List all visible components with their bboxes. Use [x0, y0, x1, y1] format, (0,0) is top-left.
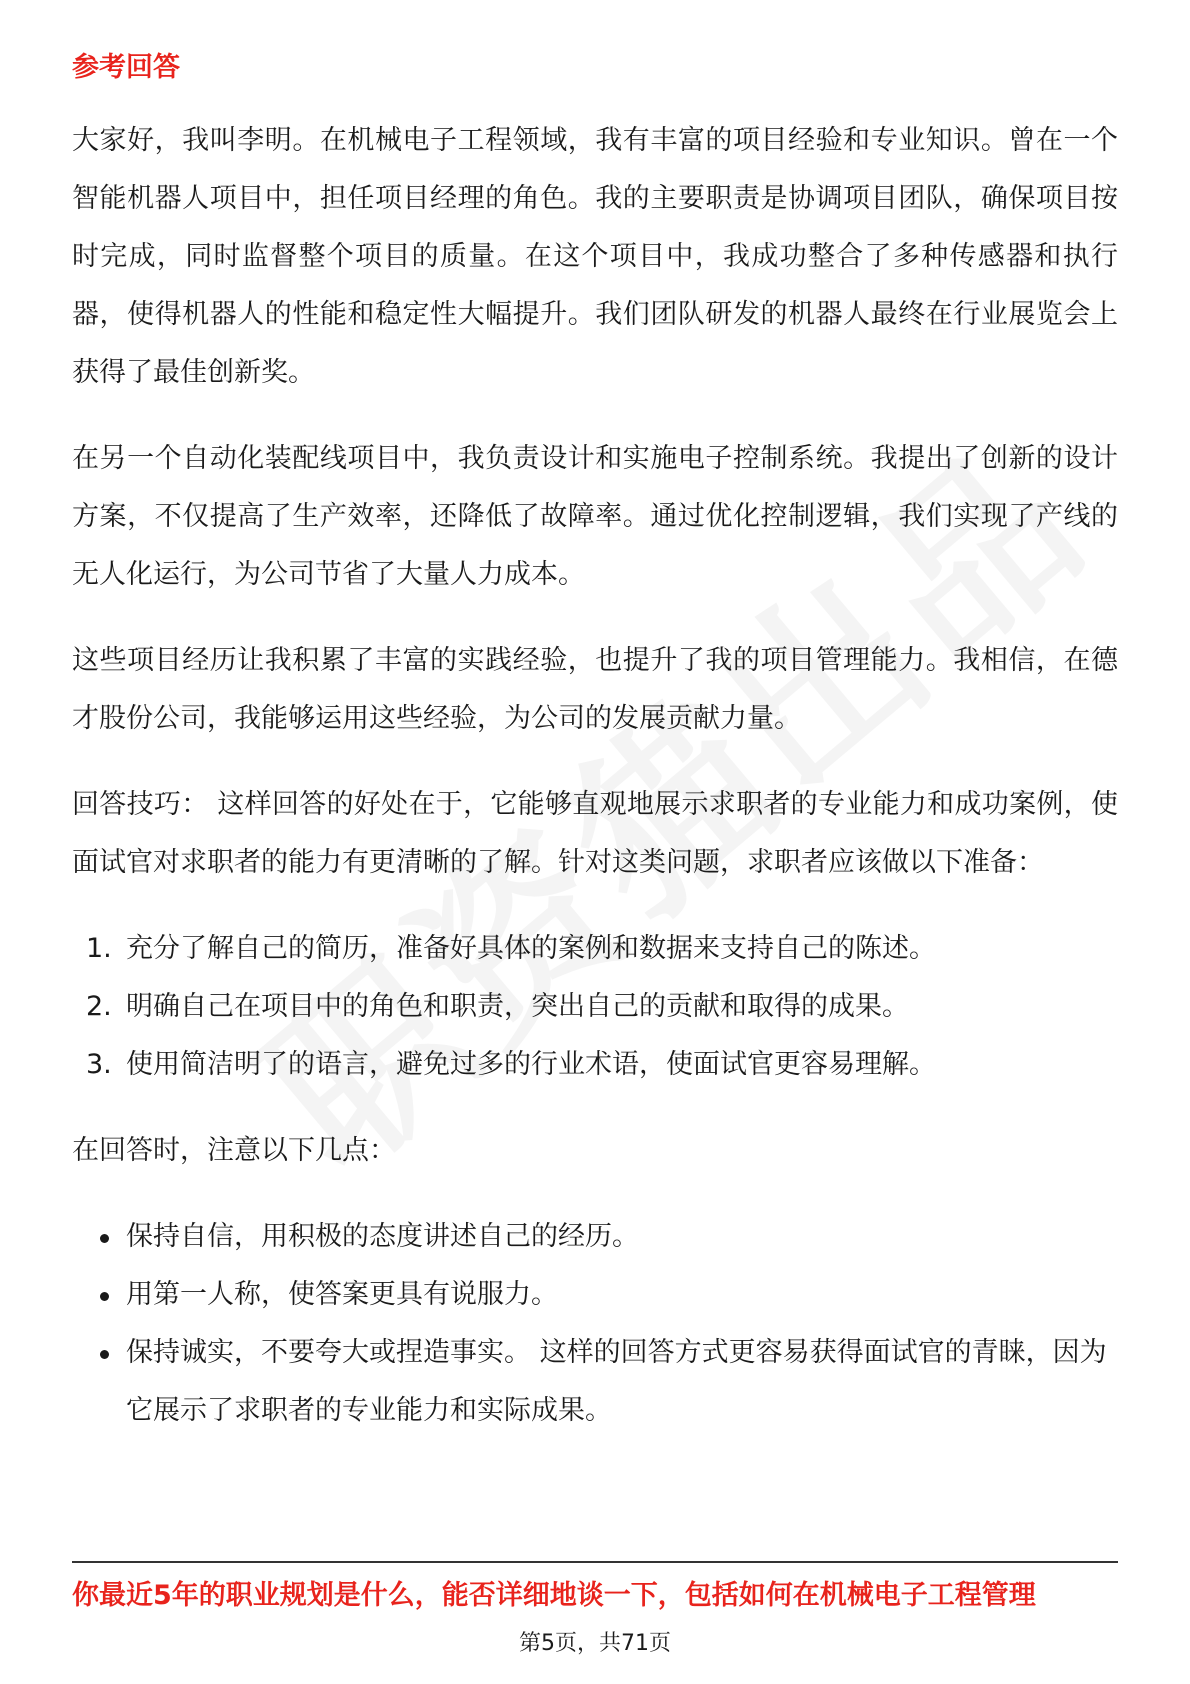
- bullet-icon: [100, 1234, 109, 1243]
- list-item-text: 用第一人称，使答案更具有说服力。: [126, 1279, 558, 1310]
- list-item: [72, 1208, 1118, 1266]
- paragraph-tips: 回答技巧： 这样回答的好处在于，它能够直观地展示求职者的专业能力和成功案例，使面试官对求职者的能力有更清晰的了解。针对这类问题，求职者应该做以下准备：: [72, 789, 1118, 878]
- list-item: [72, 1036, 1118, 1094]
- list-item: [72, 1324, 1118, 1440]
- list-item: [72, 978, 1118, 1036]
- paragraph-2: 在另一个自动化装配线项目中，我负责设计和实施电子控制系统。我提出了创新的设计方案，不仅提高了生产效率，还降低了故障率。通过优化控制逻辑，我们实现了产线的无人化运行，为公司节省了大量人力成本。: [72, 443, 1118, 590]
- notes-intro: 在回答时，注意以下几点：: [72, 1135, 396, 1166]
- list-item-text: 保持自信，用积极的态度讲述自己的经历。: [126, 1221, 639, 1252]
- paragraph-3: 这些项目经历让我积累了丰富的实践经验，也提升了我的项目管理能力。我相信，在德才股份公司，我能够运用这些经验，为公司的发展贡献力量。: [72, 645, 1118, 734]
- bullet-icon: [100, 1350, 109, 1359]
- list-item: [72, 920, 1118, 978]
- divider: [72, 1561, 1118, 1563]
- list-number: 3.: [86, 1049, 112, 1080]
- list-item-text: 保持诚实，不要夸大或捏造事实。 这样的回答方式更容易获得面试官的青睐，因为它展示了求职者的专业能力和实际成果。: [126, 1337, 1107, 1426]
- content-area: [72, 48, 1118, 1468]
- list-item-text: 明确自己在项目中的角色和职责，突出自己的贡献和取得的成果。: [126, 991, 909, 1022]
- page-footer: 第5页，共71页: [519, 1631, 671, 1656]
- bullet-icon: [100, 1292, 109, 1301]
- list-item: [72, 1266, 1118, 1324]
- bullet-list: [72, 1208, 1118, 1440]
- section-title: 参考回答: [72, 52, 180, 83]
- next-question-title: 你最近5年的职业规划是什么，能否详细地谈一下，包括如何在机械电子工程管理: [72, 1580, 1036, 1611]
- list-item-text: 充分了解自己的简历，准备好具体的案例和数据来支持自己的陈述。: [126, 933, 936, 964]
- list-number: 1.: [86, 933, 112, 964]
- paragraph-1: 大家好，我叫李明。在机械电子工程领域，我有丰富的项目经验和专业知识。曾在一个智能机器人项目中，担任项目经理的角色。我的主要职责是协调项目团队，确保项目按时完成，同时监督整个项目的质量。在这个项目中，我成功整合了多种传感器和执行器，使得机器人的性能和稳定性大幅提升。我们团队研发的机器人最终在行业展览会上获得了最佳创新奖。: [72, 125, 1118, 388]
- list-item-text: 使用简洁明了的语言，避免过多的行业术语，使面试官更容易理解。: [126, 1049, 936, 1080]
- numbered-list: [72, 920, 1118, 1094]
- list-number: 2.: [86, 991, 112, 1022]
